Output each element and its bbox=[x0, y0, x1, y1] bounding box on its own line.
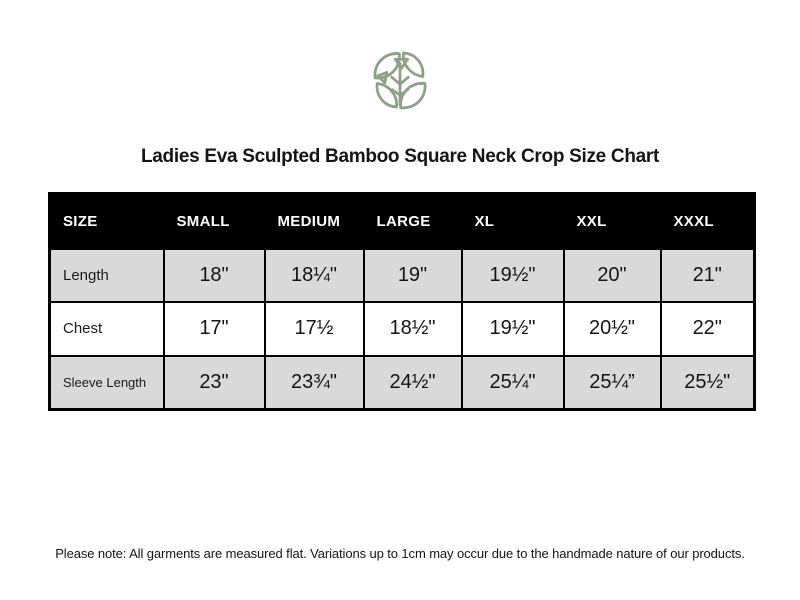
column-header-size: SIZE bbox=[50, 194, 164, 249]
chest-xxl: 20½" bbox=[564, 302, 661, 356]
size-chart-table bbox=[48, 192, 756, 411]
sleeve-xxl: 25¼” bbox=[564, 356, 661, 410]
length-small: 18" bbox=[164, 249, 265, 302]
row-label-length: Length bbox=[50, 249, 164, 302]
sleeve-small: 23" bbox=[164, 356, 265, 410]
table-row-length bbox=[50, 249, 755, 302]
page-title: Ladies Eva Sculpted Bamboo Square Neck Crop Size Chart bbox=[140, 146, 660, 167]
sleeve-xl: 25¼" bbox=[462, 356, 564, 410]
column-header-xl: XL bbox=[462, 194, 564, 249]
botanical-leaf-logo-icon bbox=[365, 44, 435, 116]
column-header-xxl: XXL bbox=[564, 194, 661, 249]
sleeve-xxxl: 25½" bbox=[661, 356, 755, 410]
length-xl: 19½" bbox=[462, 249, 564, 302]
row-label-sleeve-length: Sleeve Length bbox=[50, 356, 164, 410]
chest-xxxl: 22" bbox=[661, 302, 755, 356]
column-header-xxxl: XXXL bbox=[661, 194, 755, 249]
length-xxl: 20" bbox=[564, 249, 661, 302]
chest-small: 17" bbox=[164, 302, 265, 356]
table-row-sleeve-length bbox=[50, 356, 755, 410]
length-large: 19" bbox=[364, 249, 462, 302]
sleeve-large: 24½" bbox=[364, 356, 462, 410]
table-row-chest bbox=[50, 302, 755, 356]
table-header-row bbox=[50, 194, 755, 249]
column-header-medium: MEDIUM bbox=[265, 194, 364, 249]
column-header-large: LARGE bbox=[364, 194, 462, 249]
length-xxxl: 21" bbox=[661, 249, 755, 302]
row-label-chest: Chest bbox=[50, 302, 164, 356]
sleeve-medium: 23¾" bbox=[265, 356, 364, 410]
column-header-small: SMALL bbox=[164, 194, 265, 249]
measurement-disclaimer-note: Please note: All garments are measured flat. Variations up to 1cm may occur due to the handmade nature of our products. bbox=[55, 546, 745, 561]
chest-medium: 17½ bbox=[265, 302, 364, 356]
length-medium: 18¼" bbox=[265, 249, 364, 302]
chest-xl: 19½" bbox=[462, 302, 564, 356]
chest-large: 18½" bbox=[364, 302, 462, 356]
